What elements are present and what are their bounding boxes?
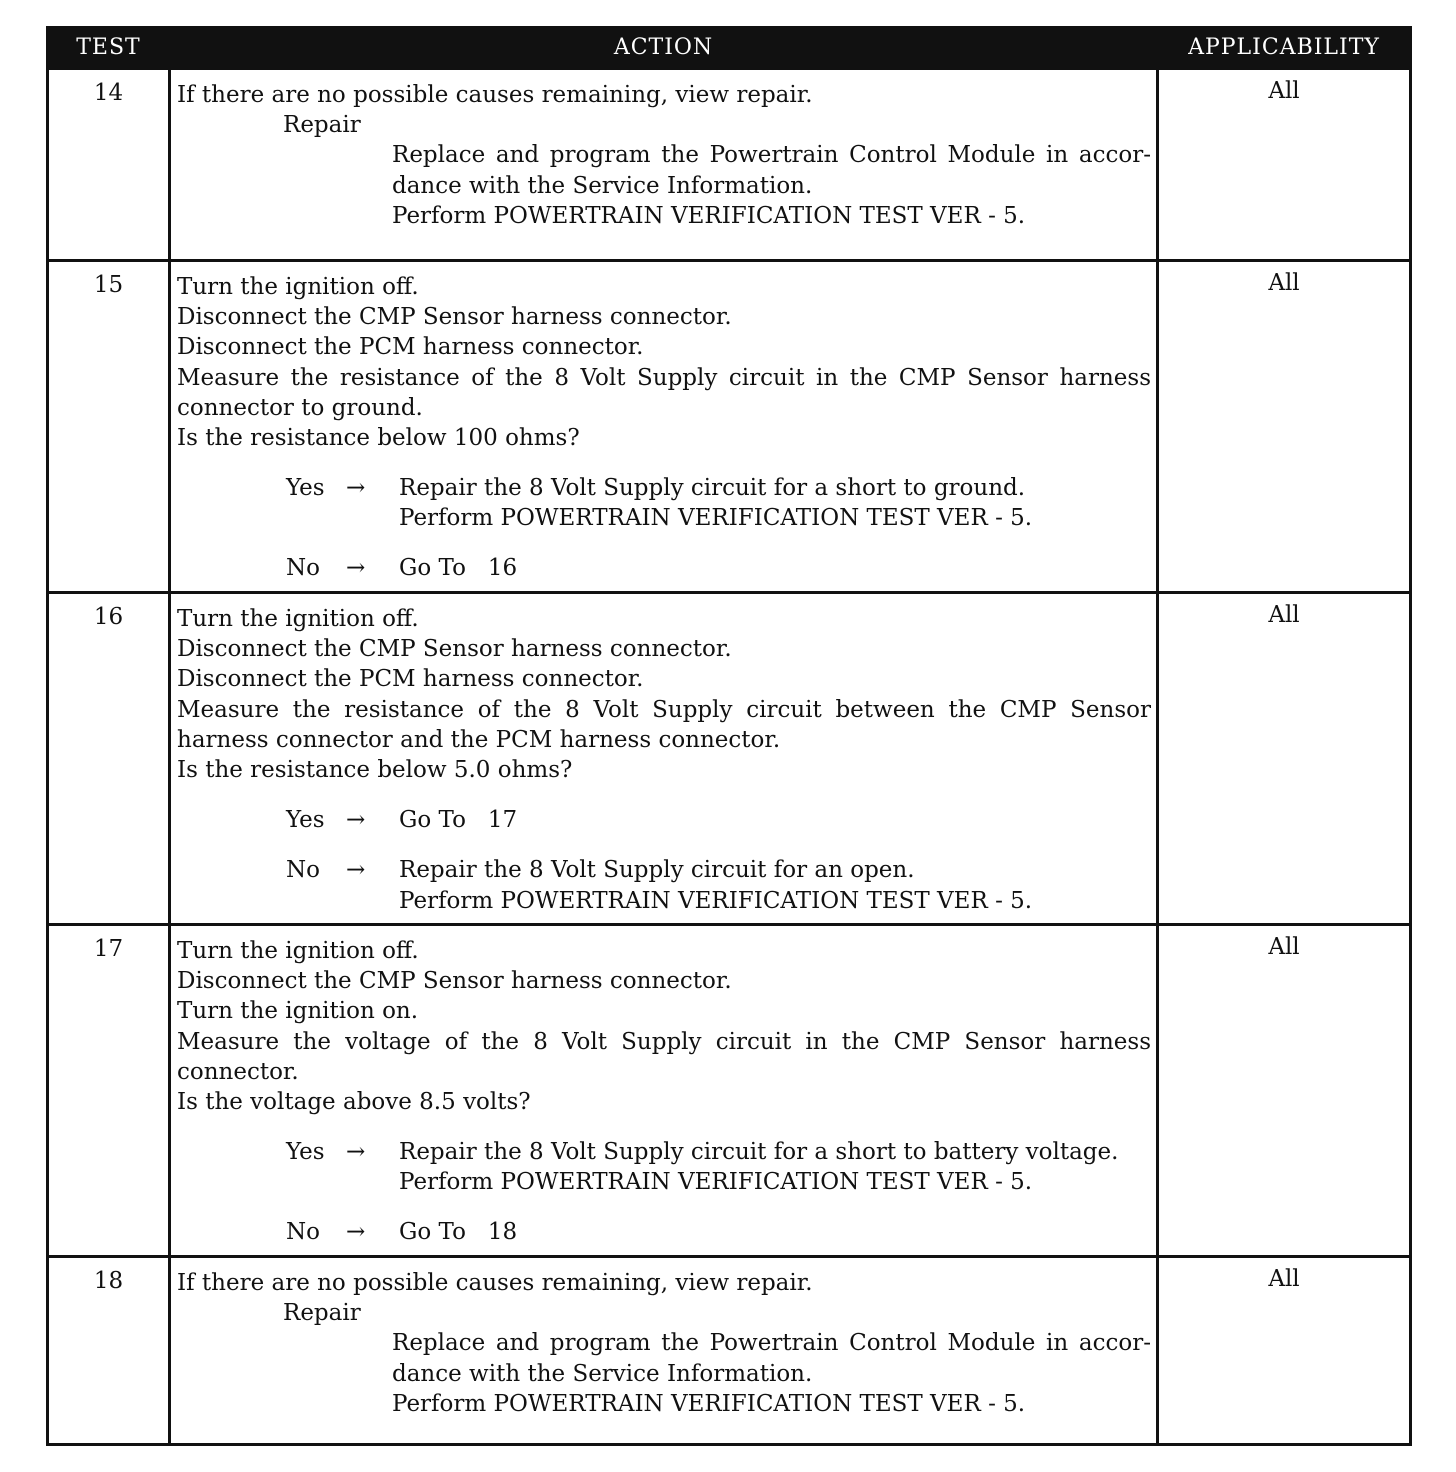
table-row [49,591,1409,923]
action-line: Disconnect the CMP Sensor harness connector. [177,304,732,331]
action-line: Measure the resistance of the 8 Volt Supply circuit in the CMP Sensor harness connector to ground. [177,364,1151,421]
test-number: 14 [93,80,124,106]
applicability-cell: All [1268,270,1300,296]
repair-line: Replace and program the Powertrain Control Module in accor- [392,1330,1151,1357]
table-row [49,923,1409,1255]
arrow-icon: → [346,807,366,834]
action-line: Is the voltage above 8.5 volts? [177,1089,531,1116]
repair-line: dance with the Service Information. [392,172,813,199]
action-cell [177,1268,1151,1419]
applicability-cell: All [1268,934,1300,960]
action-line: If there are no possible causes remaining, view repair. [177,82,813,108]
action-line: Turn the ignition off. [177,274,419,300]
yes-label: Yes [286,807,325,834]
header-applicability: APPLICABILITY [1188,35,1380,60]
test-number: 17 [93,936,124,962]
action-line: If there are no possible causes remaining, view repair. [177,1270,813,1296]
arrow-icon: → [346,555,366,582]
arrow-icon: → [346,1139,366,1166]
applicability-cell: All [1268,602,1300,628]
action-line: Turn the ignition off. [177,606,419,632]
repair-label: Repair [283,1300,361,1327]
arrow-icon: → [346,1219,366,1246]
test-number: 18 [93,1268,124,1294]
action-line: Turn the ignition off. [177,938,419,964]
no-answer [177,553,1151,583]
answer-line: Perform POWERTRAIN VERIFICATION TEST VER - 5. [399,887,1033,914]
table-row [49,1255,1409,1443]
yes-label: Yes [286,1139,325,1166]
answer-line: Repair the 8 Volt Supply circuit for an open. [399,857,915,884]
header-test: TEST [76,35,141,60]
yes-answer [177,1137,1151,1197]
answer-line: Go To 18 [399,1219,518,1246]
answer-line: Go To 17 [399,807,518,834]
no-answer [177,1217,1151,1247]
diagnostic-test-table [46,26,1412,1446]
no-answer [177,855,1151,914]
action-line: Disconnect the PCM harness connector. [177,334,644,361]
answer-line: Perform POWERTRAIN VERIFICATION TEST VER - 5. [399,505,1033,532]
applicability-cell: All [1268,78,1300,104]
action-line: Disconnect the CMP Sensor harness connector. [177,636,732,663]
action-cell [177,80,1151,231]
no-label: No [286,555,320,582]
yes-label: Yes [286,475,325,502]
repair-line: Perform POWERTRAIN VERIFICATION TEST VER - 5. [392,202,1026,229]
answer-line: Repair the 8 Volt Supply circuit for a short to battery voltage. [399,1139,1119,1166]
test-number: 16 [93,604,124,630]
action-cell [177,604,1151,914]
action-line: Turn the ignition on. [177,998,419,1025]
table-row [49,259,1409,591]
table-row [49,67,1409,259]
test-number: 15 [93,272,124,298]
yes-answer [177,473,1151,533]
action-line: Is the resistance below 100 ohms? [177,425,580,452]
header-action: ACTION [613,35,714,60]
table-header [49,29,1409,67]
arrow-icon: → [346,475,366,502]
repair-line: Perform POWERTRAIN VERIFICATION TEST VER - 5. [392,1390,1026,1417]
no-label: No [286,857,320,884]
answer-line: Go To 16 [399,555,518,582]
yes-answer [177,805,1151,835]
answer-line: Perform POWERTRAIN VERIFICATION TEST VER - 5. [399,1169,1033,1196]
action-line: Measure the resistance of the 8 Volt Supply circuit between the CMP Sensor harness connector and the PCM harness connector. [177,696,1151,753]
answer-line: Repair the 8 Volt Supply circuit for a short to ground. [399,475,1026,502]
action-line: Disconnect the PCM harness connector. [177,666,644,693]
action-cell [177,936,1151,1248]
arrow-icon: → [346,857,366,884]
action-line: Is the resistance below 5.0 ohms? [177,757,573,784]
repair-line: Replace and program the Powertrain Control Module in accor- [392,142,1151,169]
applicability-cell: All [1268,1266,1300,1292]
action-cell [177,272,1151,584]
repair-line: dance with the Service Information. [392,1360,813,1387]
action-line: Disconnect the CMP Sensor harness connector. [177,968,732,995]
no-label: No [286,1219,320,1246]
action-line: Measure the voltage of the 8 Volt Supply circuit in the CMP Sensor harness connector. [177,1028,1151,1085]
repair-label: Repair [283,112,361,139]
